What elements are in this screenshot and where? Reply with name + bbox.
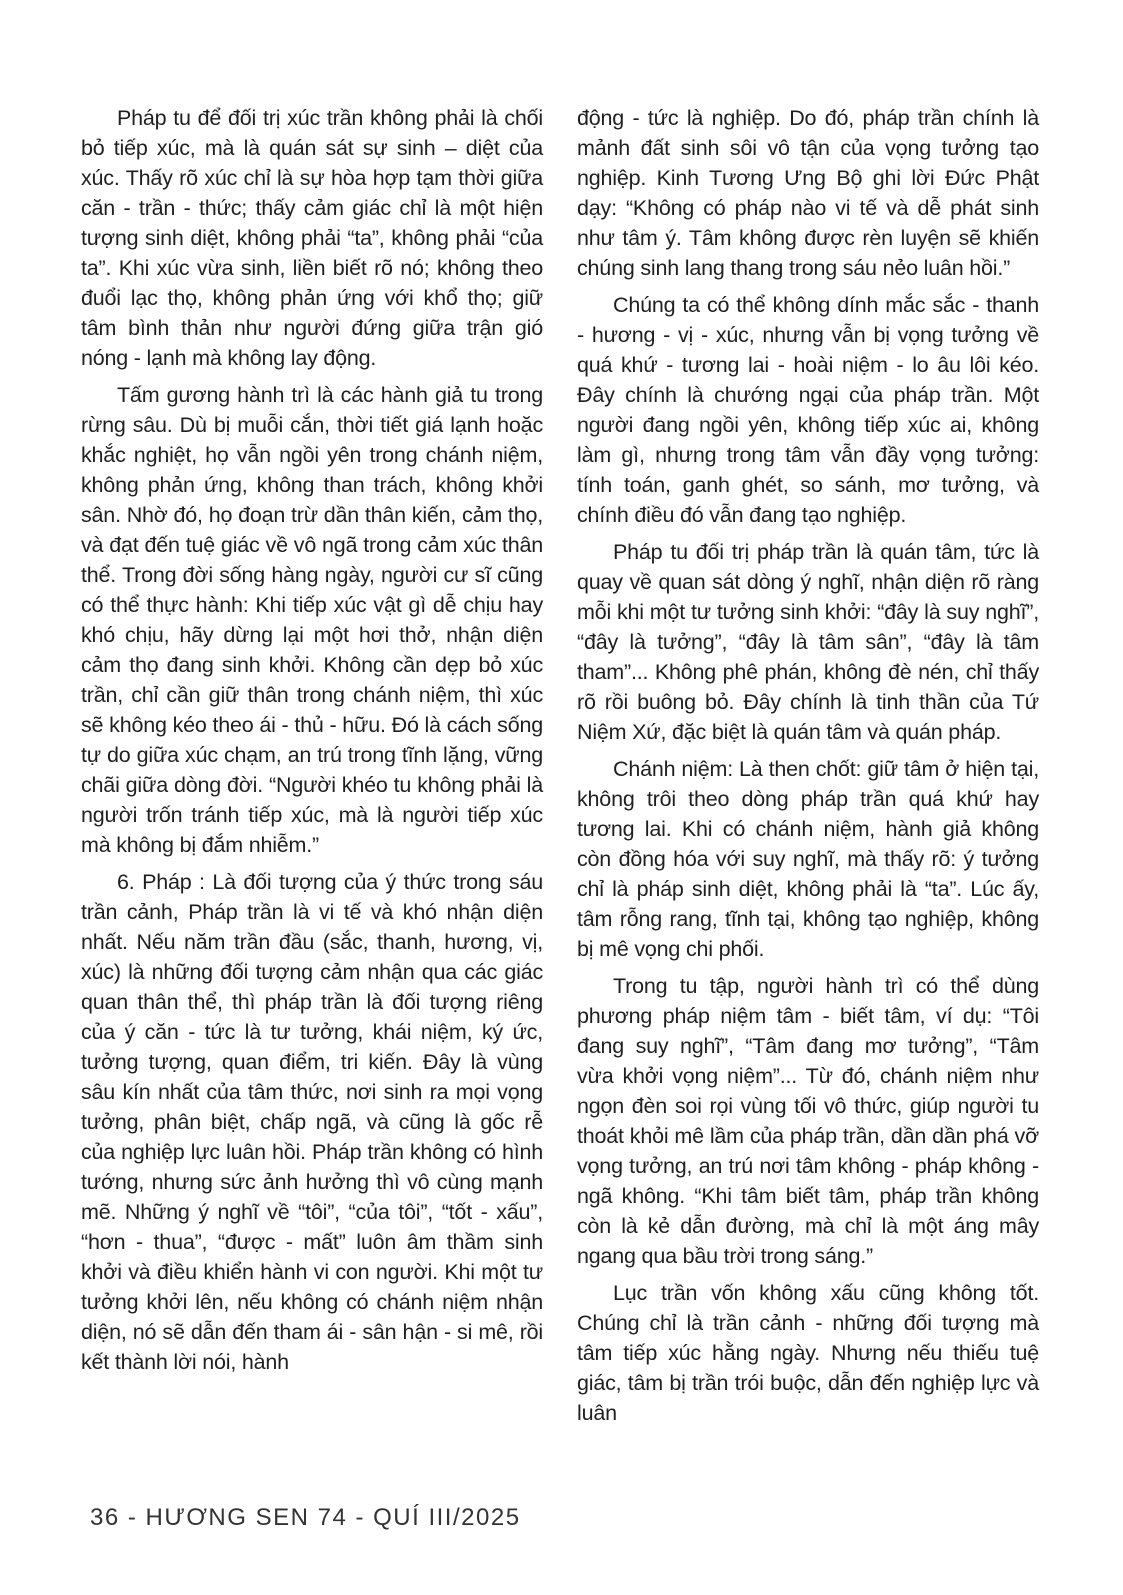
paragraph: 6. Pháp : Là đối tượng của ý thức trong sáu trần cảnh, Pháp trần là vi tế và khó nhận diện nhất. Nếu năm trần đầu (sắc, thanh, hương, vị, xúc) là những đối tượng cảm nhận qua các giác quan thân thể, thì pháp trần là đối tượng riêng của ý căn - tức là tư tưởng, khái niệm, ký ức, tưởng tượng, quan điểm, tri kiến. Đây là vùng sâu kín nhất của tâm thức, nơi sinh ra mọi vọng tưởng, phân biệt, chấp ngã, và cũng là gốc rễ của nghiệp lực luân hồi. Pháp trần không có hình tướng, nhưng sức ảnh hưởng thì vô cùng mạnh mẽ. Những ý nghĩ về “tôi”, “của tôi”, “tốt - xấu”, “hơn - thua”, “được - mất” luôn âm thầm sinh khởi và điều khiển hành vi con người. Khi một tư tưởng khởi lên, nếu không có chánh niệm nhận diện, nó sẽ dẫn đến tham ái - sân hận - si mê, rồi kết thành lời nói, hành bbox=[81, 870, 543, 1374]
paragraph: Trong tu tập, người hành trì có thể dùng phương pháp niệm tâm - biết tâm, ví dụ: “Tôi đang suy nghĩ”, “Tâm đang mơ tưởng”, “Tâm vừa khởi vọng niệm”... Từ đó, chánh niệm như ngọn đèn soi rọi vùng tối vô thức, giúp người tu thoát khỏi mê lầm của pháp trần, dần dần phá vỡ vọng tưởng, an trú nơi tâm không - pháp không - ngã không. “Khi tâm biết tâm, pháp trần không còn là kẻ dẫn đường, mà chỉ là một áng mây ngang qua bầu trời trong sáng.” bbox=[577, 974, 1039, 1268]
page-footer: 36 - HƯƠNG SEN 74 - QUÍ III/2025 bbox=[90, 1504, 521, 1531]
column-left bbox=[81, 103, 543, 1428]
paragraph: Pháp tu đối trị pháp trần là quán tâm, tức là quay về quan sát dòng ý nghĩ, nhận diện rõ ràng mỗi khi một tư tưởng sinh khởi: “đây là suy nghĩ”, “đây là tưởng”, “đây là tâm sân”, “đây là tâm tham”... Không phê phán, không đè nén, chỉ thấy rõ rồi buông bỏ. Đây chính là tinh thần của Tứ Niệm Xứ, đặc biệt là quán tâm và quán pháp. bbox=[577, 540, 1039, 744]
paragraph: Pháp tu để đối trị xúc trần không phải là chối bỏ tiếp xúc, mà là quán sát sự sinh – diệt của xúc. Thấy rõ xúc chỉ là sự hòa hợp tạm thời giữa căn - trần - thức; thấy cảm giác chỉ là một hiện tượng sinh diệt, không phải “ta”, không phải “của ta”. Khi xúc vừa sinh, liền biết rõ nó; không theo đuổi lạc thọ, không phản ứng với khổ thọ; giữ tâm bình thản như người đứng giữa trận gió nóng - lạnh mà không lay động. bbox=[81, 106, 543, 370]
paragraph: động - tức là nghiệp. Do đó, pháp trần chính là mảnh đất sinh sôi vô tận của vọng tưởng tạo nghiệp. Kinh Tương Ưng Bộ ghi lời Đức Phật dạy: “Không có pháp nào vi tế và dễ phát sinh như tâm ý. Tâm không được rèn luyện sẽ khiến chúng sinh lang thang trong sáu nẻo luân hồi.” bbox=[577, 106, 1039, 280]
paragraph: Lục trần vốn không xấu cũng không tốt. Chúng chỉ là trần cảnh - những đối tượng mà tâm tiếp xúc hằng ngày. Nhưng nếu thiếu tuệ giác, tâm bị trần trói buộc, dẫn đến nghiệp lực và luân bbox=[577, 1281, 1039, 1425]
column-right bbox=[577, 103, 1039, 1428]
paragraph: Tấm gương hành trì là các hành giả tu trong rừng sâu. Dù bị muỗi cắn, thời tiết giá lạnh hoặc khắc nghiệt, họ vẫn ngồi yên trong chánh niệm, không phản ứng, không than trách, không khởi sân. Nhờ đó, họ đoạn trừ dần thân kiến, cảm thọ, và đạt đến tuệ giác về vô ngã trong cảm xúc thân thể. Trong đời sống hàng ngày, người cư sĩ cũng có thể thực hành: Khi tiếp xúc vật gì dễ chịu hay khó chịu, hãy dừng lại một hơi thở, nhận diện cảm thọ đang sinh khởi. Không cần dẹp bỏ xúc trần, chỉ cần giữ thân trong chánh niệm, thì xúc sẽ không kéo theo ái - thủ - hữu. Đó là cách sống tự do giữa xúc chạm, an trú trong tĩnh lặng, vững chãi giữa dòng đời. “Người khéo tu không phải là người trốn tránh tiếp xúc, mà là người tiếp xúc mà không bị đắm nhiễm.” bbox=[81, 383, 543, 857]
paragraph: Chúng ta có thể không dính mắc sắc - thanh - hương - vị - xúc, nhưng vẫn bị vọng tưởng về quá khứ - tương lai - hoài niệm - lo âu lôi kéo. Đây chính là chướng ngại của pháp trần. Một người đang ngồi yên, không tiếp xúc ai, không làm gì, nhưng trong tâm vẫn đầy vọng tưởng: tính toán, ganh ghét, so sánh, mơ tưởng, và chính điều đó vẫn đang tạo nghiệp. bbox=[577, 293, 1039, 527]
article-body bbox=[81, 103, 1077, 1428]
paragraph: Chánh niệm: Là then chốt: giữ tâm ở hiện tại, không trôi theo dòng pháp trần quá khứ hay tương lai. Khi có chánh niệm, hành giả không còn đồng hóa với suy nghĩ, mà thấy rõ: ý tưởng chỉ là pháp sinh diệt, không phải là “ta”. Lúc ấy, tâm rỗng rang, tĩnh tại, không tạo nghiệp, không bị mê vọng chi phối. bbox=[577, 757, 1039, 961]
